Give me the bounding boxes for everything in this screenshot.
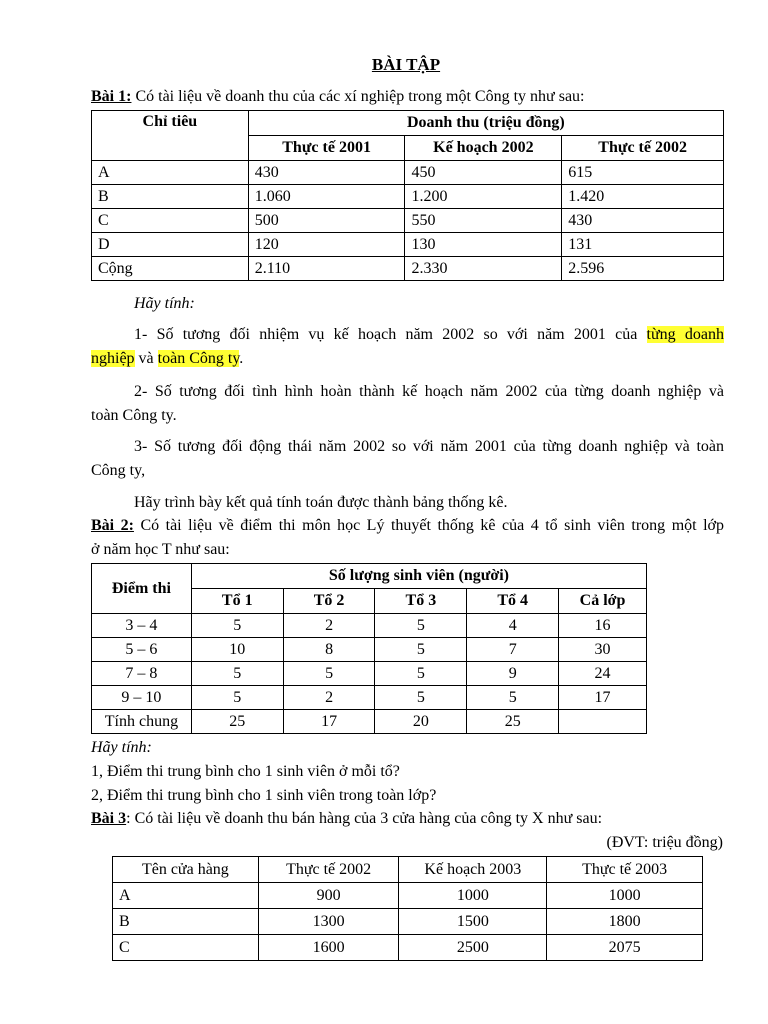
table-row	[92, 209, 724, 233]
table-cell: 2.596	[562, 257, 724, 281]
table-cell: 1500	[399, 909, 547, 935]
bai2-intro-text: Có tài liệu về điểm thi môn học Lý thuyết thống kê của 4 tổ sinh viên trong một lớp	[133, 517, 724, 534]
table-row	[92, 638, 647, 662]
table-cell: 2.110	[248, 257, 405, 281]
table-cell: 2500	[399, 935, 547, 961]
table-cell: 30	[559, 638, 647, 662]
table-row	[92, 185, 724, 209]
bai1-q1-line1	[134, 325, 724, 345]
table-cell: D	[92, 233, 249, 257]
bai1-header-doanhthu: Doanh thu (triệu đồng)	[248, 111, 723, 136]
table-cell: 450	[405, 161, 562, 185]
bai1-header-chitieu: Chỉ tiêu	[92, 111, 249, 161]
bai1-q1-end: .	[239, 350, 244, 367]
table-cell: 5	[467, 686, 559, 710]
table-cell: 25	[191, 710, 283, 734]
table-cell: C	[92, 209, 249, 233]
table-cell: 24	[559, 662, 647, 686]
table-cell: 5	[375, 638, 467, 662]
bai1-intro-text: Có tài liệu về doanh thu của các xí nghiệp trong một Công ty như sau:	[131, 88, 585, 105]
table-cell: 130	[405, 233, 562, 257]
bai1-label: Bài 1:	[91, 88, 132, 105]
table-cell: Tính chung	[92, 710, 192, 734]
bai2-header-to2: Tổ 2	[283, 589, 375, 614]
bai2-header-diem: Điểm thi	[92, 564, 192, 614]
table-cell: 131	[562, 233, 724, 257]
table-cell: 1300	[258, 909, 399, 935]
bai2-header-calop: Cả lớp	[559, 589, 647, 614]
bai2-label: Bài 2:	[91, 517, 134, 534]
table-cell: 430	[248, 161, 405, 185]
bai2-intro-line1	[91, 516, 724, 536]
table-cell: 25	[467, 710, 559, 734]
bai1-q1-line2	[91, 349, 243, 369]
table-row	[92, 161, 724, 185]
bai1-q2-line2: toàn Công ty.	[91, 407, 177, 424]
table-cell: 1800	[547, 909, 703, 935]
bai3-table	[112, 856, 703, 961]
bai1-intro	[91, 87, 584, 107]
bai3-header-kh2003: Kế hoạch 2003	[399, 857, 547, 883]
bai1-header-tt2001: Thực tế 2001	[248, 136, 405, 161]
table-cell: 20	[375, 710, 467, 734]
table-cell: 8	[283, 638, 375, 662]
bai3-label: Bài 3	[91, 810, 127, 827]
table-cell: B	[113, 909, 259, 935]
table-cell: 2075	[547, 935, 703, 961]
table-cell: 1.060	[248, 185, 405, 209]
bai2-haytinh: Hãy tính:	[91, 739, 152, 756]
table-cell: 550	[405, 209, 562, 233]
table-cell: 900	[258, 883, 399, 909]
table-row	[92, 257, 724, 281]
bai1-q3-line1: 3- Số tương đối động thái năm 2002 so với năm 2001 của từng doanh nghiệp và toàn	[134, 438, 724, 455]
table-cell: 5	[283, 662, 375, 686]
table-cell	[559, 710, 647, 734]
table-cell: 5	[191, 686, 283, 710]
table-cell: 17	[559, 686, 647, 710]
bai3-unit: (ĐVT: triệu đồng)	[606, 834, 723, 851]
bai1-table	[91, 110, 724, 281]
table-cell: 5	[191, 662, 283, 686]
table-cell: 7 – 8	[92, 662, 192, 686]
table-cell: 1.420	[562, 185, 724, 209]
bai1-haytinh: Hãy tính:	[134, 295, 195, 312]
table-cell: 1000	[547, 883, 703, 909]
bai3-header-ten: Tên cửa hàng	[113, 857, 259, 883]
table-cell: 2	[283, 686, 375, 710]
table-cell: 10	[191, 638, 283, 662]
table-row	[92, 710, 647, 734]
bai2-header-to4: Tổ 4	[467, 589, 559, 614]
table-cell: 1000	[399, 883, 547, 909]
page-title: BÀI TẬP	[371, 55, 441, 74]
table-cell: Cộng	[92, 257, 249, 281]
table-cell: 5 – 6	[92, 638, 192, 662]
bai2-header-to3: Tổ 3	[375, 589, 467, 614]
table-cell: 5	[375, 686, 467, 710]
table-cell: 4	[467, 614, 559, 638]
bai1-q1-text: 1- Số tương đối nhiệm vụ kế hoạch năm 2002 so với năm 2001 của	[134, 326, 647, 343]
table-row	[113, 909, 703, 935]
bai1-q1-highlight-1a: từng doanh	[646, 326, 725, 343]
table-cell: C	[113, 935, 259, 961]
bai1-header-kh2002: Kế hoạch 2002	[405, 136, 562, 161]
bai1-q1-mid: và	[134, 350, 158, 367]
table-row	[92, 662, 647, 686]
bai1-q2-line1: 2- Số tương đối tình hình hoàn thành kế hoạch năm 2002 của từng doanh nghiệp và	[134, 383, 724, 400]
bai1-q1-highlight-1b: nghiệp	[91, 350, 135, 367]
table-cell: 2.330	[405, 257, 562, 281]
table-cell: 615	[562, 161, 724, 185]
table-cell: B	[92, 185, 249, 209]
bai2-header-soluong: Số lượng sinh viên (người)	[191, 564, 646, 589]
table-cell: 17	[283, 710, 375, 734]
bai2-q1: 1, Điểm thi trung bình cho 1 sinh viên ở mỗi tổ?	[91, 763, 400, 780]
table-cell: 120	[248, 233, 405, 257]
bai1-header-tt2002: Thực tế 2002	[562, 136, 724, 161]
table-cell: 500	[248, 209, 405, 233]
bai3-intro-text: : Có tài liệu về doanh thu bán hàng của 3 cửa hàng của công ty X như sau:	[126, 810, 603, 827]
bai1-q4: Hãy trình bày kết quả tính toán được thành bảng thống kê.	[134, 494, 508, 511]
bai2-header-to1: Tổ 1	[191, 589, 283, 614]
table-cell: 5	[375, 662, 467, 686]
table-cell: 5	[375, 614, 467, 638]
table-cell: 5	[191, 614, 283, 638]
table-row	[92, 686, 647, 710]
table-cell: A	[92, 161, 249, 185]
table-cell: A	[113, 883, 259, 909]
table-row	[92, 233, 724, 257]
table-cell: 3 – 4	[92, 614, 192, 638]
bai3-header-tt2002: Thực tế 2002	[258, 857, 399, 883]
bai2-q2: 2, Điểm thi trung bình cho 1 sinh viên trong toàn lớp?	[91, 787, 437, 804]
bai1-q3-line2: Công ty,	[91, 462, 146, 479]
table-cell: 9 – 10	[92, 686, 192, 710]
bai2-table	[91, 563, 647, 734]
bai1-q1-highlight-2: toàn Công ty	[157, 350, 240, 367]
bai2-intro-line2: ở năm học T như sau:	[91, 541, 230, 558]
table-cell: 1.200	[405, 185, 562, 209]
table-cell: 16	[559, 614, 647, 638]
table-cell: 1600	[258, 935, 399, 961]
table-row	[92, 614, 647, 638]
table-row	[113, 883, 703, 909]
table-cell: 2	[283, 614, 375, 638]
bai3-intro	[91, 809, 602, 829]
bai3-header-tt2003: Thực tế 2003	[547, 857, 703, 883]
table-cell: 430	[562, 209, 724, 233]
table-cell: 9	[467, 662, 559, 686]
table-cell: 7	[467, 638, 559, 662]
table-row	[113, 935, 703, 961]
